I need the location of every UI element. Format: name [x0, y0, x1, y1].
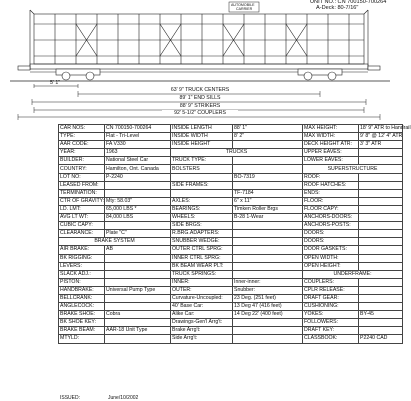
a-deck-text: A-Deck: 80-7/16" — [316, 5, 359, 11]
spec-field-value: 3' 3" ATR — [359, 141, 403, 149]
spec-row — [59, 311, 403, 319]
spec-field-value — [105, 189, 171, 197]
spec-field-value: SNUBBER WEDGE: — [171, 238, 233, 246]
spec-field-value: AAR-18 Unit Type — [105, 327, 171, 335]
spec-field-value — [233, 222, 303, 230]
spec-field-label: CUSHIONING: — [303, 303, 359, 311]
spec-field-label: AXLES: — [171, 197, 233, 205]
spec-field-value: DOORS: — [303, 238, 359, 246]
spec-field-value: Inner-inner: — [233, 278, 303, 286]
spec-field-label: SIDE FRAMES: — [171, 181, 233, 189]
spec-field-label: Drawings-Gen'l Arrg't: — [171, 319, 233, 327]
spec-field-value — [105, 319, 171, 327]
spec-field-label: BRAKE BEAM: — [59, 327, 105, 335]
spec-field-label: OPEN HEIGHT: — [303, 262, 359, 270]
spec-field-value — [105, 303, 171, 311]
spec-table — [58, 124, 411, 344]
spec-field-label: TRUCK SPRINGS: — [171, 270, 233, 278]
spec-field-value — [105, 278, 171, 286]
spec-field-label: ENDS: — [303, 189, 359, 197]
placard-text-top: AUTOMOBILE — [231, 3, 255, 7]
spec-field-label: DECK HEIGHT ATR: — [303, 141, 359, 149]
spec-row — [59, 246, 403, 254]
spec-field-value — [359, 197, 403, 205]
spec-row — [59, 327, 403, 335]
spec-row — [59, 205, 403, 213]
spec-field-value — [359, 214, 403, 222]
strikers-label: 88' 9" STRIKERS — [168, 103, 232, 109]
spec-field-label: BELLCRANK: — [59, 294, 105, 302]
spec-field-label: BUILDER: — [59, 157, 105, 165]
spec-row — [59, 286, 403, 294]
spec-field-value — [359, 327, 403, 335]
spec-field-value — [233, 246, 303, 254]
spec-field-value: BO-7319 — [233, 173, 303, 181]
spec-section-heading: TRUCKS — [171, 149, 303, 157]
spec-section-heading: SUPERSTRUCTURE — [303, 165, 403, 173]
spec-field-label: Alike Car: — [171, 311, 233, 319]
spec-field-label: CTR OF GRAVITY: — [60, 197, 105, 204]
spec-field-value — [105, 270, 171, 278]
spec-field-label: MTYLD: — [59, 335, 105, 343]
spec-field-value — [233, 141, 303, 149]
spec-field-label: OUTER: — [171, 286, 233, 294]
spec-field-label: OPEN WIDTH: — [303, 254, 359, 262]
spec-field-value — [233, 254, 303, 262]
spec-row — [59, 197, 403, 205]
spec-field-value — [105, 294, 171, 302]
spec-field-value — [359, 246, 403, 254]
truck-centers-label: 63' 9" TRUCK CENTERS — [168, 87, 232, 93]
spec-row — [59, 133, 403, 141]
spec-row — [59, 181, 403, 189]
spec-field-label: DRAFT KEY: — [303, 327, 359, 335]
spec-field-value — [233, 262, 303, 270]
spec-field-label: MAX WIDTH: — [303, 133, 359, 141]
spec-field-value: B-28 1-Wear — [233, 214, 303, 222]
spec-field-label: INSIDE LENGTH — [171, 125, 233, 133]
spec-field-value — [359, 205, 403, 213]
spec-row — [59, 303, 403, 311]
spec-field-value — [359, 173, 403, 181]
spec-field-value: Universal Pump Type — [105, 286, 171, 294]
placard-text-bottom: CARRIER — [236, 7, 253, 11]
spec-field-value: 23 Deg. (251 feet) — [233, 294, 303, 302]
spec-field-value — [233, 157, 303, 165]
spec-field-label: AIR BRAKE: — [59, 246, 105, 254]
spec-field-value — [359, 181, 403, 189]
spec-field-label: BRAKE SHOE: — [59, 311, 105, 319]
spec-field-value — [359, 254, 403, 262]
spec-field-label: CLEARANCE: — [59, 230, 105, 238]
spec-field-value — [359, 230, 403, 238]
spec-field-label — [171, 189, 233, 197]
spec-row — [59, 125, 403, 133]
issued-value: June/10/2002 — [108, 395, 139, 401]
spec-field-label: ANCHORS-DOORS: — [303, 214, 359, 222]
spec-field-value: 88' 1" — [233, 125, 303, 133]
spec-field-label: WHEELS: — [171, 214, 233, 222]
spec-field-value: 6" x 11" — [233, 197, 303, 205]
spec-field-label: COUNTRY: — [59, 165, 105, 173]
spec-field-label: AAR CODE: — [59, 141, 105, 149]
spec-field-value: 14 Deg 22' (400 feet) — [233, 311, 303, 319]
spec-field-label: LEASED FROM: — [59, 181, 105, 189]
couplers-label: 92' 5-1/2" COUPLERS — [162, 110, 238, 116]
spec-field-value: BY-45 — [359, 311, 403, 319]
spec-row — [59, 278, 403, 286]
spec-field-label: SLACK ADJ.: — [59, 270, 105, 278]
spec-field-value — [105, 181, 171, 189]
spec-field-label: R.BRG.ADAPTERS: — [171, 230, 233, 238]
spec-field-value: Hamilton, Ont. Canada — [105, 165, 171, 173]
spec-field-label: BOLSTERS — [171, 165, 233, 173]
spec-field-label: INSIDE WIDTH — [171, 133, 233, 141]
spec-field-label: BK BEAM WEAR PLT: — [171, 262, 233, 270]
spec-field-value: Flat - Tri-Level — [105, 133, 171, 141]
spec-field-value: UPPER EAVES: — [303, 149, 359, 157]
spec-field-value: 65,000 LBS * — [105, 205, 171, 213]
spec-field-label — [359, 149, 403, 157]
spec-field-label: SIDE BRGS: — [171, 222, 233, 230]
spec-field-value: Timken Roller Brgs — [233, 205, 303, 213]
spec-field-value: P2240 CAD — [359, 335, 403, 343]
spec-row — [59, 230, 403, 238]
spec-field-value — [359, 189, 403, 197]
spec-field-label: DOOR GASKETS: — [303, 246, 359, 254]
spec-field-value: AB — [105, 246, 171, 254]
spec-field-value — [359, 278, 403, 286]
spec-field-label: LOT NO: — [59, 173, 105, 181]
spec-field-label: BK SHOE KEY: — [59, 319, 105, 327]
spec-field-label: ROOF HATCHES: — [303, 181, 359, 189]
spec-field-value — [233, 181, 303, 189]
spec-field-value — [233, 230, 303, 238]
spec-field-value — [233, 319, 303, 327]
spec-field-label: Curvature-Uncoupled: — [171, 294, 233, 302]
spec-field-label: CUBIC CAPY: — [59, 222, 105, 230]
spec-row — [59, 165, 403, 173]
spec-field-value: 13 Deg 47 (416 feet) — [233, 303, 303, 311]
spec-field-value — [359, 303, 403, 311]
spec-field-label: TERMINATION: — [59, 189, 105, 197]
spec-field-label: 40' Base Car: — [171, 303, 233, 311]
spec-row — [59, 262, 403, 270]
spec-field-value — [105, 335, 171, 343]
spec-field-value — [233, 335, 303, 343]
spec-field-label: ANGLECOCK: — [59, 303, 105, 311]
spec-field-label: MAX HEIGHT: — [303, 125, 359, 133]
spec-row — [59, 238, 403, 246]
spec-field-label: AVG LT WT: — [59, 214, 105, 222]
spec-field-label: INSIDE HEIGHT — [171, 141, 233, 149]
spec-field-label: DOORS: — [303, 230, 359, 238]
spec-field-value: FA V330 — [105, 141, 171, 149]
spec-field-label: FOLLOWERS: — [303, 319, 359, 327]
spec-field-label — [233, 238, 303, 246]
spec-field-label: CLASSBOOK: — [303, 335, 359, 343]
spec-field-label: YOKES: — [303, 311, 359, 319]
spec-field-value: 1963 — [105, 149, 171, 157]
spec-field-value: 8' 2" — [233, 133, 303, 141]
spec-field-label: BEARINGS: — [171, 205, 233, 213]
spec-field-value: TF-7184 — [233, 189, 303, 197]
spec-field-value — [105, 222, 171, 230]
spec-row — [59, 294, 403, 302]
spec-field-value: P-2240 — [105, 173, 171, 181]
spec-row — [59, 189, 403, 197]
spec-row — [59, 270, 403, 278]
spec-section-heading: BRAKE SYSTEM — [59, 238, 171, 246]
spec-field-value: Plate "C" — [105, 230, 171, 238]
spec-field-label: LOWER EAVES: — [303, 157, 359, 165]
spec-field-label: OUTER CTRL SPRG: — [171, 246, 233, 254]
spec-field-value — [359, 319, 403, 327]
spec-field-value: 84,000 LBS — [105, 214, 171, 222]
spec-field-value: Cobra — [105, 311, 171, 319]
spec-field-label: PISTON: — [59, 278, 105, 286]
spec-field-label: TRUCK TYPE: — [171, 157, 233, 165]
unit-no-text: UNIT NO.: CN 700150-700264 — [310, 0, 387, 5]
spec-field-value: Snubber: — [233, 286, 303, 294]
spec-row — [59, 222, 403, 230]
spec-field-value — [359, 294, 403, 302]
spec-field-label — [171, 173, 233, 181]
spec-row — [59, 157, 403, 165]
spec-row — [59, 214, 403, 222]
spec-field-value — [233, 270, 303, 278]
trucks — [56, 69, 342, 80]
issued-label: ISSUED: — [60, 395, 81, 401]
spec-row — [59, 335, 403, 343]
truck-offset-label: 5' 1" — [50, 80, 61, 86]
spec-field-label: HANDBRAKE: — [59, 286, 105, 294]
end-sills-label: 89' 1" END SILLS — [168, 95, 232, 101]
spec-field-label: INNER CTRL SPRG: — [171, 254, 233, 262]
spec-field-value — [359, 262, 403, 270]
spec-field-value: National Steel Car — [105, 157, 171, 165]
spec-field-value — [105, 262, 171, 270]
spec-field-label: LEVERS: — [59, 262, 105, 270]
spec-field-label: Side Arrg't: — [171, 335, 233, 343]
spec-field-value — [233, 165, 303, 173]
spec-field-label: FLOOR CAPY: — [303, 205, 359, 213]
spec-field-label: Brake Arrg't: — [171, 327, 233, 335]
spec-field-value — [359, 286, 403, 294]
spec-field-value — [359, 157, 403, 165]
spec-row — [59, 254, 403, 262]
spec-field-label: DRAFT GEAR: — [303, 294, 359, 302]
spec-row — [59, 141, 403, 149]
spec-field-label: BK RIGGING: — [59, 254, 105, 262]
spec-field-value: Mty: 58.03" — [105, 197, 171, 205]
spec-field-value: CN 700150-700264 — [105, 125, 171, 133]
spec-field-label: CAR NOS: — [59, 125, 105, 133]
spec-field-label: YEAR: — [59, 149, 105, 157]
spec-field-value — [105, 254, 171, 262]
spec-field-value: 9' 8" @ 12' 4" ATR — [360, 133, 403, 140]
spec-field-label — [359, 238, 403, 246]
spec-field-label: ROOF: — [303, 173, 359, 181]
spec-row — [59, 149, 403, 157]
spec-field-label: LD. LMT: — [59, 205, 105, 213]
spec-field-value: 18' 9" ATR to Handrail — [360, 125, 411, 132]
spec-field-label: CPLR RELEASE: — [303, 286, 359, 294]
spec-field-label: ANCHORS-POSTS: — [303, 222, 359, 230]
spec-row — [59, 173, 403, 181]
spec-field-label: TYPE: — [59, 133, 105, 141]
car-body — [30, 10, 368, 72]
spec-field-label: INNER: — [171, 278, 233, 286]
spec-field-label: FLOOR: — [303, 197, 359, 205]
spec-field-value — [233, 327, 303, 335]
spec-field-label: COUPLERS: — [303, 278, 359, 286]
spec-row — [59, 319, 403, 327]
spec-field-value — [359, 222, 403, 230]
spec-section-heading: UNDERFRAME: — [303, 270, 403, 278]
